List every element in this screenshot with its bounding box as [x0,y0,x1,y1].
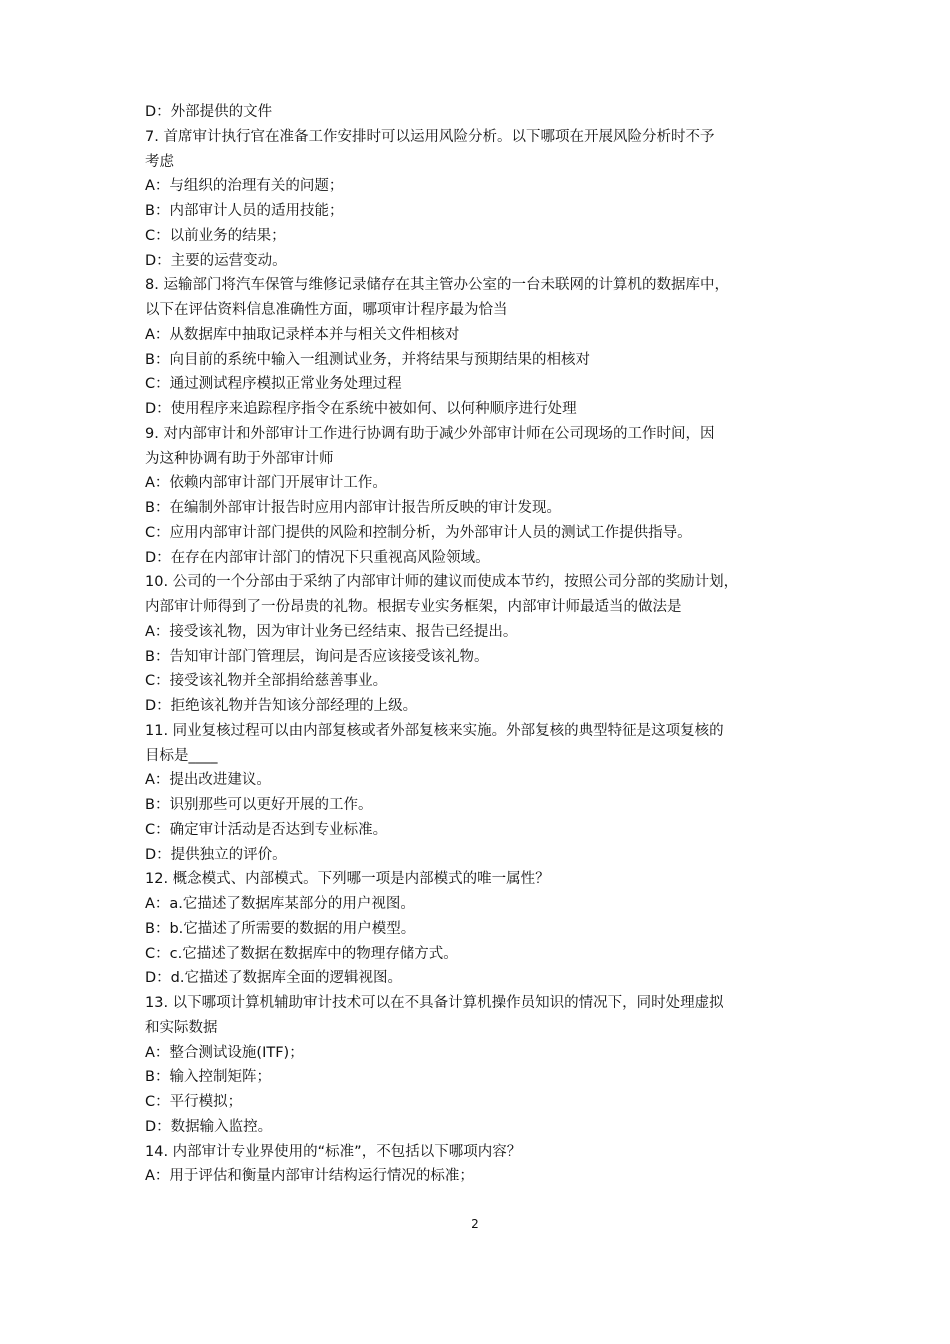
text-line: 11. 同业复核过程可以由内部复核或者外部复核来实施。外部复核的典型特征是这项复核的 [145,722,724,739]
text-line: B：在编制外部审计报告时应用内部审计报告所反映的审计发现。 [145,500,561,516]
text-line: A：依赖内部审计部门开展审计工作。 [145,475,387,492]
text-line: D：主要的运营变动。 [145,252,287,269]
text-line: 和实际数据 [145,1019,218,1036]
text-line: A：从数据库中抽取记录样本并与相关文件相核对 [145,326,460,343]
text-line: D：拒绝该礼物并告知该分部经理的上级。 [145,698,418,714]
text-line: B：输入控制矩阵； [145,1069,271,1086]
text-line: D：数据输入监控。 [145,1118,273,1135]
text-line: 10. 公司的一个分部由于采纳了内部审计师的建议而使成本节约，按照公司分部的奖励计划， [145,574,739,591]
document-body [145,100,813,1189]
text-line: C：确定审计活动是否达到专业标准。 [145,821,388,838]
text-line: C：平行模拟； [145,1094,243,1110]
text-line: C：通过测试程序模拟正常业务处理过程 [145,376,402,393]
text-line: B：内部审计人员的适用技能； [145,203,344,219]
text-line: D：d.它描述了数据库全面的逻辑视图。 [145,970,402,987]
text-line: C：c.它描述了数据在数据库中的物理存储方式。 [145,945,458,962]
page-number: 2 [471,1217,479,1231]
text-line: B：b.它描述了所需要的数据的用户模型。 [145,920,416,937]
text-line: 内部审计师得到了一份昂贵的礼物。根据专业实务框架，内部审计师最适当的做法是 [145,599,682,615]
text-line: 为这种协调有助于外部审计师 [145,450,334,467]
text-line: B：识别那些可以更好开展的工作。 [145,797,373,813]
text-line: 12. 概念模式、内部模式。下列哪一项是内部模式的唯一属性？ [145,871,550,888]
text-line: A：用于评估和衡量内部审计结构运行情况的标准； [145,1168,474,1185]
text-line: D：外部提供的文件 [145,104,273,120]
text-line: D：提供独立的评价。 [145,846,287,863]
text-line: 9. 对内部审计和外部审计工作进行协调有助于减少外部审计师在公司现场的工作时间，因 [145,425,715,442]
text-line: A：与组织的治理有关的问题； [145,178,344,195]
text-line: 7. 首席审计执行官在准备工作安排时可以运用风险分析。以下哪项在开展风险分析时不予 [145,128,715,145]
text-line: B：向目前的系统中输入一组测试业务，并将结果与预期结果的相核对 [145,351,590,368]
text-line: A：提出改进建议。 [145,772,271,789]
text-line: A：整合测试设施(ITF)； [145,1044,304,1061]
text-line: 14. 内部审计专业界使用的“标准”，不包括以下哪项内容？ [145,1143,522,1160]
text-line: D：在存在内部审计部门的情况下只重视高风险领域。 [145,549,490,566]
text-line: C：以前业务的结果； [145,227,286,244]
text-line: D：使用程序来追踪程序指令在系统中被如何、以何种顺序进行处理 [145,401,577,417]
text-line: 以下在评估资料信息准确性方面，哪项审计程序最为恰当 [145,302,508,318]
text-line: A：接受该礼物，因为审计业务已经结束、报告已经提出。 [145,623,518,640]
text-line: C：接受该礼物并全部捐给慈善事业。 [145,673,388,690]
text-line: A：a.它描述了数据库某部分的用户视图。 [145,896,415,912]
text-line: B：告知审计部门管理层，询问是否应该接受该礼物。 [145,648,489,665]
text-line: 目标是____ [145,747,218,764]
text-line: 13. 以下哪项计算机辅助审计技术可以在不具备计算机操作员知识的情况下，同时处理虚拟 [145,995,724,1011]
text-line: 考虑 [145,153,174,170]
text-line: 8. 运输部门将汽车保管与维修记录储存在其主管办公室的一台未联网的计算机的数据库中， [145,277,729,294]
text-line: C：应用内部审计部门提供的风险和控制分析，为外部审计人员的测试工作提供指导。 [145,524,692,541]
